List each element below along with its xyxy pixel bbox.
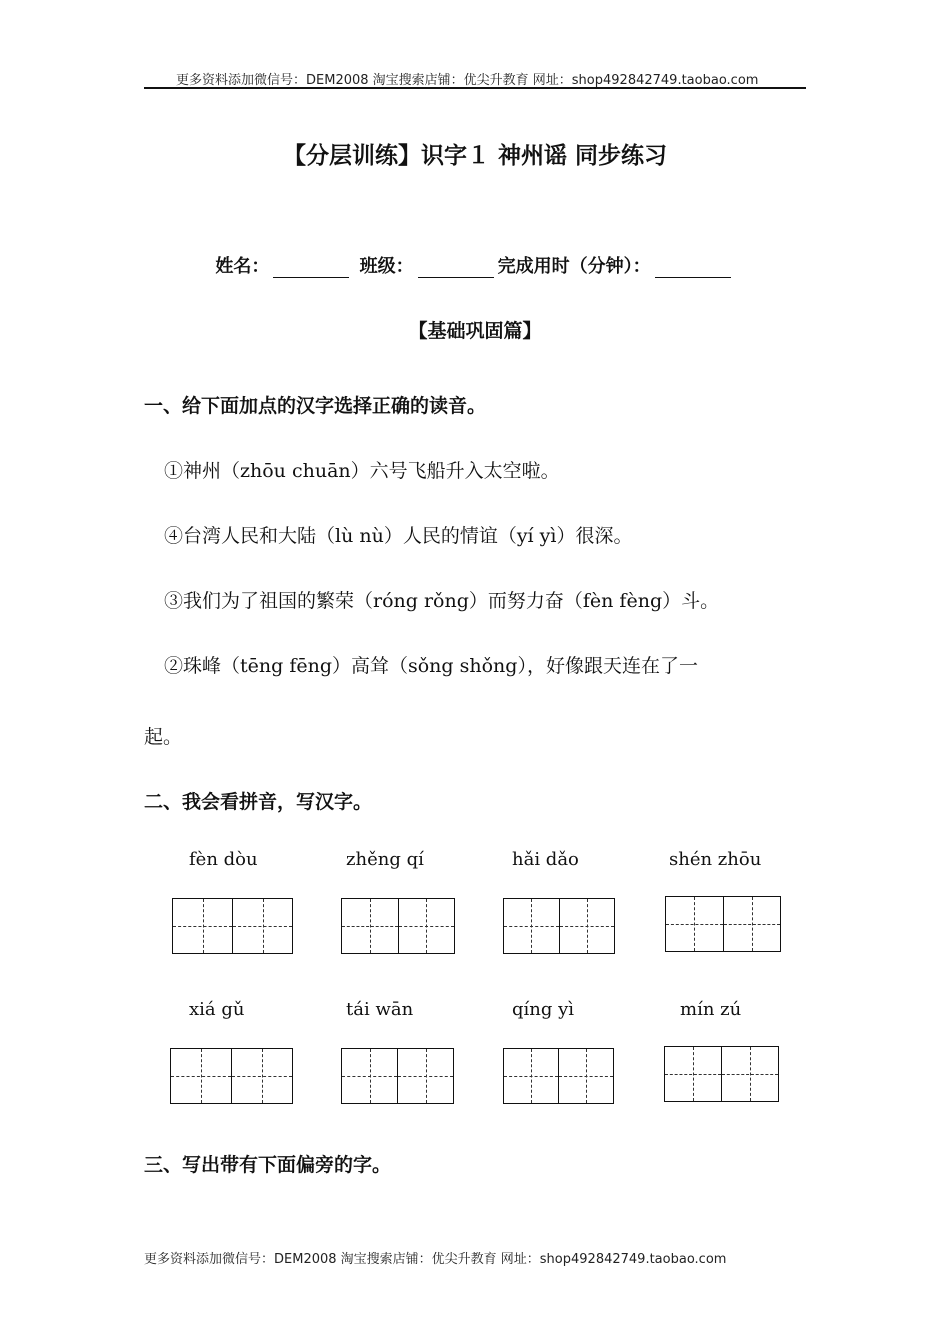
grid-cell[interactable] <box>232 899 292 953</box>
student-info-line <box>0 252 950 278</box>
grid-cell[interactable] <box>721 1047 778 1101</box>
writing-grid[interactable] <box>170 1048 293 1104</box>
name-label: 姓名： <box>215 256 270 277</box>
question-1-item: ③我们为了祖国的繁荣（róng rǒng）而努力奋（fèn fèng）斗。 <box>164 590 720 612</box>
writing-grid[interactable] <box>341 898 455 954</box>
pinyin-label: fèn dòu <box>189 849 258 870</box>
question-1-item: ①神州（zhōu chuān）六号飞船升入太空啦。 <box>164 460 560 482</box>
time-blank[interactable] <box>655 259 731 278</box>
pinyin-label: mín zú <box>680 999 742 1020</box>
pinyin-label: xiá gǔ <box>189 999 245 1020</box>
pinyin-label: hǎi dǎo <box>512 849 579 870</box>
header-rule <box>144 87 806 89</box>
grid-cell[interactable] <box>666 897 723 951</box>
question-1-item: ②珠峰（tēng fēng）高耸（sǒng shǒng），好像跟天连在了一 <box>164 655 698 677</box>
grid-cell[interactable] <box>173 899 232 953</box>
writing-grid[interactable] <box>503 898 615 954</box>
name-blank[interactable] <box>273 259 349 278</box>
question-2-heading: 二、我会看拼音，写汉字。 <box>144 791 373 813</box>
question-1-heading: 一、给下面加点的汉字选择正确的读音。 <box>144 395 487 417</box>
writing-grid[interactable] <box>664 1046 779 1102</box>
writing-grid[interactable] <box>172 898 293 954</box>
question-1-item: ④台湾人民和大陆（lù nù）人民的情谊（yí yì）很深。 <box>164 525 633 547</box>
page-footer: 更多资料添加微信号：DEM2008 淘宝搜索店铺：优尖升教育 网址：shop492842749.taobao.com <box>144 1252 727 1267</box>
grid-cell[interactable] <box>665 1047 721 1101</box>
writing-grid[interactable] <box>665 896 781 952</box>
page-title: 【分层训练】识字１ 神州谣 同步练习 <box>282 143 667 169</box>
grid-cell[interactable] <box>723 897 781 951</box>
question-3-heading: 三、写出带有下面偏旁的字。 <box>144 1154 392 1176</box>
pinyin-label: qíng yì <box>512 999 575 1020</box>
class-blank[interactable] <box>418 259 494 278</box>
grid-cell[interactable] <box>342 899 398 953</box>
grid-cell[interactable] <box>504 1049 558 1103</box>
pinyin-label: tái wān <box>346 999 414 1020</box>
pinyin-label: shén zhōu <box>669 849 762 870</box>
writing-grid[interactable] <box>341 1048 454 1104</box>
page-header: 更多资料添加微信号：DEM2008 淘宝搜索店铺：优尖升教育 网址：shop492842749.taobao.com <box>176 73 759 88</box>
grid-cell[interactable] <box>171 1049 231 1103</box>
grid-cell[interactable] <box>558 1049 613 1103</box>
class-label: 班级： <box>359 256 414 277</box>
grid-cell[interactable] <box>397 1049 453 1103</box>
grid-cell[interactable] <box>231 1049 292 1103</box>
grid-cell[interactable] <box>342 1049 397 1103</box>
time-label: 完成用时（分钟）： <box>497 256 651 277</box>
writing-grid[interactable] <box>503 1048 614 1104</box>
question-1-item-continued: 起。 <box>144 726 183 748</box>
grid-cell[interactable] <box>559 899 615 953</box>
pinyin-label: zhěng qí <box>346 849 424 870</box>
grid-cell[interactable] <box>398 899 455 953</box>
section-title: 【基础巩固篇】 <box>408 320 542 342</box>
grid-cell[interactable] <box>504 899 559 953</box>
